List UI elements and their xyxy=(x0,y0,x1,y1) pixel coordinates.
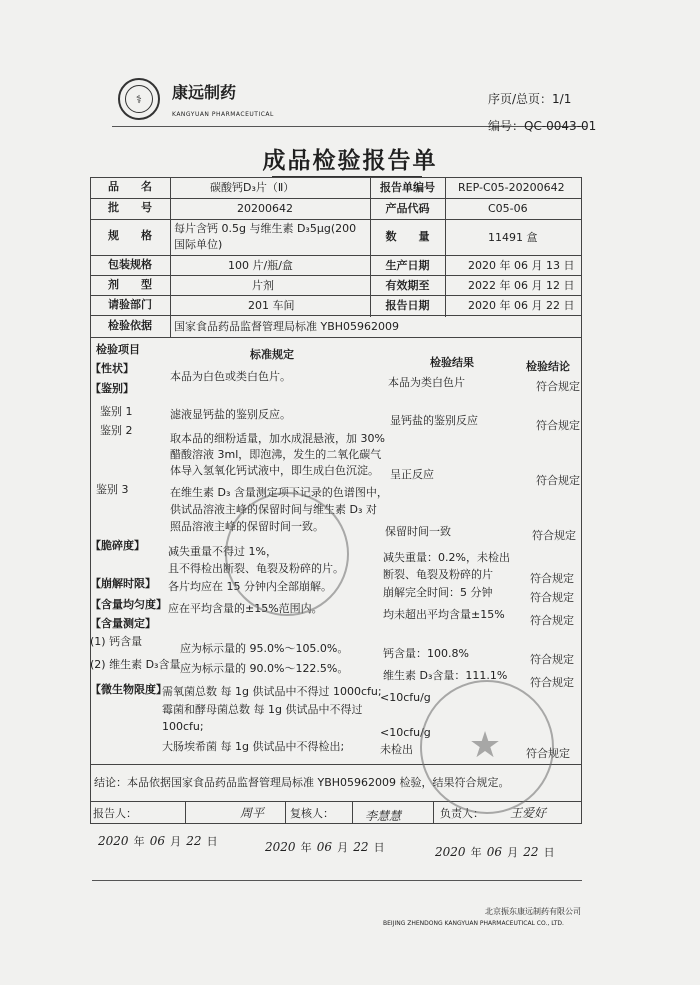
col-divider xyxy=(445,177,446,317)
test-identification: 【鉴别】 xyxy=(90,382,134,395)
value-qty: 11491 盒 xyxy=(488,231,538,244)
test-calcium: (1) 钙含量 xyxy=(90,635,143,648)
manager-signature: 王爱好 xyxy=(510,806,547,820)
res-friability-line2: 断裂、龟裂及粉碎的片 xyxy=(383,568,493,581)
test-id1: 鉴别 1 xyxy=(100,405,133,418)
con-appearance: 符合规定 xyxy=(536,380,580,393)
std-microbial-line2: 霉菌和酵母菌总数 每 1g 供试品中不得过 xyxy=(162,703,363,716)
reviewer-date-year: 2020 xyxy=(265,840,296,854)
row-divider xyxy=(90,219,582,220)
label-dept: 请验部门 xyxy=(108,298,152,311)
label-pack: 包装规格 xyxy=(108,258,152,271)
std-id3-line1: 在维生素 D₃ 含量测定项下记录的色谱图中， xyxy=(170,486,388,499)
row-divider xyxy=(90,275,582,276)
value-basis: 国家食品药品监督管理局标准 YBH05962009 xyxy=(174,320,400,333)
value-product: 碳酸钙D₃片（Ⅱ） xyxy=(210,181,295,194)
con-friability: 符合规定 xyxy=(530,572,574,585)
std-uniformity: 应在平均含量的±15%范围内。 xyxy=(168,602,323,615)
std-id2-line3: 体导入氢氧化钙试液中，即生成白色沉淀。 xyxy=(170,464,379,477)
year-char: 年 xyxy=(133,835,145,848)
test-id3: 鉴别 3 xyxy=(96,483,129,496)
res-microbial-3: 未检出 xyxy=(380,743,413,756)
seal-star-icon: ★ xyxy=(468,724,502,766)
reviewer-date-month: 06 xyxy=(316,840,333,854)
row-divider xyxy=(90,255,582,256)
con-disintegration: 符合规定 xyxy=(530,591,574,604)
res-microbial-2: <10cfu/g xyxy=(380,726,431,739)
test-microbial: 【微生物限度】 xyxy=(90,683,167,696)
reporter-label: 报告人： xyxy=(93,807,137,820)
res-friability-line1: 减失重量：0.2%，未检出 xyxy=(383,551,510,564)
res-id3: 保留时间一致 xyxy=(385,525,451,538)
std-calcium: 应为标示量的 95.0%～105.0%。 xyxy=(180,642,349,655)
reporter-date-day: 22 xyxy=(186,834,202,848)
value-pack: 100 片/瓶/盒 xyxy=(228,259,293,272)
conclusion-text: 结论：本品依据国家食品药品监督管理局标准 YBH05962009 检验，结果符合规定。 xyxy=(94,776,510,789)
std-id1: 滤液显钙盐的鉴别反应。 xyxy=(170,408,291,421)
test-assay: 【含量测定】 xyxy=(90,617,156,630)
value-form: 片剂 xyxy=(252,279,274,292)
label-basis: 检验依据 xyxy=(108,319,152,332)
con-microbial: 符合规定 xyxy=(526,747,570,760)
footer-company-cn: 北京振东康远制药有限公司 xyxy=(485,907,581,916)
label-product-code: 产品代码 xyxy=(385,202,430,215)
label-form: 剂 型 xyxy=(108,278,152,291)
std-id2-line1: 取本品的细粉适量，加水成混悬液，加 30% xyxy=(170,432,385,445)
manager-date-month: 06 xyxy=(486,845,503,859)
reviewer-signature: 李慧慧 xyxy=(365,809,402,823)
res-calcium: 钙含量：100.8% xyxy=(383,647,469,660)
reporter-signature: 周平 xyxy=(240,806,265,820)
label-qty: 数 量 xyxy=(385,230,430,243)
value-batch: 20200642 xyxy=(237,202,293,215)
std-vitamin-d3: 应为标示量的 90.0%～122.5%。 xyxy=(180,662,349,675)
con-id3: 符合规定 xyxy=(532,529,576,542)
test-id2: 鉴别 2 xyxy=(100,424,133,437)
std-disintegration: 各片均应在 15 分钟内全部崩解。 xyxy=(168,580,332,593)
footer-company-en: BEIJING ZHENDONG KANGYUAN PHARMACEUTICAL CO., LTD. xyxy=(383,920,564,927)
row-divider xyxy=(90,823,582,824)
month-char: 月 xyxy=(507,846,519,859)
label-mfg-date: 生产日期 xyxy=(385,259,430,272)
col-header-result: 检验结果 xyxy=(430,356,474,369)
label-exp-date: 有效期至 xyxy=(385,279,430,292)
company-seal xyxy=(420,680,554,814)
value-spec-line2: 国际单位) xyxy=(174,238,223,251)
manager-date xyxy=(435,841,555,860)
qc-stamp xyxy=(225,492,349,616)
footer-divider xyxy=(92,880,582,881)
page-number: 序页/总页：1/1 xyxy=(488,92,572,106)
label-report-date: 报告日期 xyxy=(385,299,430,312)
value-report-no: REP-C05-20200642 xyxy=(458,181,565,194)
brand-name: 康远制药 xyxy=(172,83,237,102)
year-char: 年 xyxy=(300,841,312,854)
manager-date-year: 2020 xyxy=(435,845,466,859)
con-vitamin-d3: 符合规定 xyxy=(530,676,574,689)
res-id2: 呈正反应 xyxy=(390,468,434,481)
label-report-no: 报告单编号 xyxy=(380,181,435,194)
reporter-date xyxy=(98,830,218,849)
table-border-right xyxy=(581,177,582,823)
res-microbial-1: <10cfu/g xyxy=(380,691,431,704)
std-microbial-line3: 100cfu; xyxy=(162,720,204,733)
company-logo xyxy=(118,78,160,120)
manager-date-day: 22 xyxy=(523,845,539,859)
res-uniformity: 均未超出平均含量±15% xyxy=(383,608,505,621)
col-divider xyxy=(185,801,186,823)
day-char: 日 xyxy=(373,841,385,854)
logo-mark-icon: ⚕ xyxy=(125,85,153,113)
test-friability: 【脆碎度】 xyxy=(90,539,145,552)
reviewer-date xyxy=(265,836,385,855)
con-uniformity: 符合规定 xyxy=(530,614,574,627)
value-exp-date: 2022 年 06 月 12 日 xyxy=(468,279,575,292)
month-char: 月 xyxy=(170,835,182,848)
test-appearance: 【性状】 xyxy=(90,362,134,375)
con-id2: 符合规定 xyxy=(536,474,580,487)
label-spec: 规 格 xyxy=(108,229,152,242)
std-appearance: 本品为白色或类白色片。 xyxy=(170,370,291,383)
col-header-conclusion: 检验结论 xyxy=(526,360,570,373)
std-id3-line3: 照品溶液主峰的保留时间一致。 xyxy=(170,520,324,533)
col-header-standard: 标准规定 xyxy=(250,348,294,361)
table-border-top xyxy=(90,177,582,178)
col-divider xyxy=(285,801,286,823)
col-header-item: 检验项目 xyxy=(96,343,140,356)
row-divider xyxy=(90,337,582,338)
std-microbial-line1: 需氧菌总数 每 1g 供试品中不得过 1000cfu; xyxy=(162,685,382,698)
std-friability-line1: 减失重量不得过 1%， xyxy=(168,545,277,558)
label-batch: 批 号 xyxy=(108,201,152,214)
reviewer-label: 复核人： xyxy=(290,807,334,820)
value-dept: 201 车间 xyxy=(248,299,295,312)
reporter-date-month: 06 xyxy=(149,834,166,848)
res-id1: 显钙盐的鉴别反应 xyxy=(390,414,478,427)
month-char: 月 xyxy=(337,841,349,854)
reviewer-date-day: 22 xyxy=(353,840,369,854)
res-appearance: 本品为类白色片 xyxy=(388,376,465,389)
test-vitamin-d3: (2) 维生素 D₃含量 xyxy=(90,658,181,671)
brand-name-en: KANGYUAN PHARMACEUTICAL xyxy=(172,111,274,118)
res-vitamin-d3: 维生素 D₃含量：111.1% xyxy=(383,669,508,682)
std-microbial-line4: 大肠埃希菌 每 1g 供试品中不得检出; xyxy=(162,740,345,753)
report-title: 成品检验报告单 xyxy=(262,148,438,174)
value-mfg-date: 2020 年 06 月 13 日 xyxy=(468,259,575,272)
std-friability-line2: 且不得检出断裂、龟裂及粉碎的片。 xyxy=(168,562,344,575)
day-char: 日 xyxy=(206,835,218,848)
value-spec-line1: 每片含钙 0.5g 与维生素 D₃5μg(200 xyxy=(174,222,357,235)
col-divider xyxy=(352,801,353,823)
col-divider xyxy=(370,177,371,317)
row-divider xyxy=(90,295,582,296)
document-number: 编号：QC-0043-01 xyxy=(488,119,597,133)
col-divider xyxy=(170,177,171,337)
std-id3-line2: 供试品溶液主峰的保留时间与维生素 D₃ 对 xyxy=(170,503,377,516)
con-calcium: 符合规定 xyxy=(530,653,574,666)
day-char: 日 xyxy=(543,846,555,859)
reporter-date-year: 2020 xyxy=(98,834,129,848)
res-disintegration: 崩解完全时间：5 分钟 xyxy=(383,586,493,599)
std-id2-line2: 醋酸溶液 3ml，即泡沸，发生的二氧化碳气 xyxy=(170,448,382,461)
row-divider xyxy=(90,198,582,199)
row-divider xyxy=(90,315,582,316)
con-id1: 符合规定 xyxy=(536,419,580,432)
year-char: 年 xyxy=(470,846,482,859)
table-border-left xyxy=(90,177,91,823)
test-uniformity: 【含量均匀度】 xyxy=(90,598,167,611)
value-product-code: C05-06 xyxy=(488,202,528,215)
manager-label: 负责人： xyxy=(440,807,484,820)
test-disintegration: 【崩解时限】 xyxy=(90,577,156,590)
label-product: 品 名 xyxy=(108,180,152,193)
value-report-date: 2020 年 06 月 22 日 xyxy=(468,299,575,312)
